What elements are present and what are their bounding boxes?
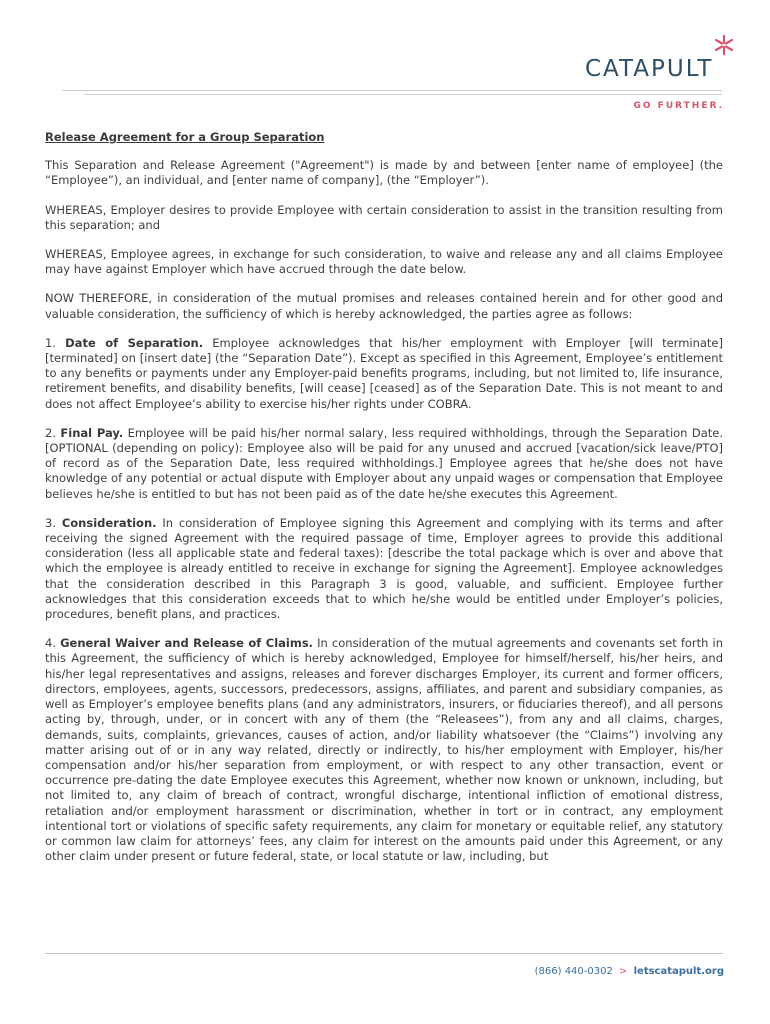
- page-header: [0, 0, 770, 120]
- document-title: Release Agreement for a Group Separation: [45, 130, 325, 144]
- brand-tagline: GO FURTHER.: [633, 101, 724, 111]
- section-number: 4.: [45, 636, 56, 651]
- section-body: In consideration of Employee signing this Agreement and complying with its terms and after receiving the signed Agreement with the required passage of time, Employer agrees to provide this additional consideration (less all applicable state and federal taxes): [describe the total package which is over and above that which the employee is already entitled to receive in exchange for signing the Agreement]. Employee acknowledges that the consideration described in this Paragraph 3 is good, valuable, and sufficient. Employee further acknowledges that this consideration exceeds that to which he/she would be entitled under Employer’s policies, procedures, benefit plans, and practices.: [45, 515, 724, 622]
- section-number: 3.: [45, 515, 56, 530]
- section-heading: Final Pay.: [60, 425, 124, 440]
- catapult-star-icon: [712, 33, 736, 57]
- brand-logo: CATAPULT: [585, 56, 714, 82]
- header-rule: [62, 90, 722, 91]
- section-4: [45, 636, 723, 864]
- section-heading: Date of Separation.: [65, 335, 204, 350]
- whereas-paragraph-2: WHEREAS, Employee agrees, in exchange for such consideration, to waive and release any and all claims Employee may have against Employer which have accrued through the date below.: [45, 247, 723, 277]
- section-number: 2.: [45, 425, 56, 440]
- footer-separator: >: [619, 966, 628, 977]
- section-body: In consideration of the mutual agreements and covenants set forth in this Agreement, the sufficiency of which is hereby acknowledged, Employee for himself/herself, his/her heirs, and his/her legal representatives and assigns, releases and forever discharges Employer, its current and former officers, directors, employees, agents, successors, predecessors, assigns, affiliates, and parent and subsidiary companies, as well as Employer’s employee benefits plans (and any administrators, insurers, or fiduciaries thereof), and all persons acting by, through, under, or in concert with any of them (the “Releasees”), from any and all claims, charges, demands, suits, complaints, grievances, causes of action, and/or liability whatsoever (the “Claims”) involving any matter arising out of or in any way related, directly or indirectly, to his/her employment with Employer, his/her compensation and/or his/her separation from employment, or with respect to any other transaction, event or occurrence pre-dating the date Employee executes this Agreement, whether now known or unknown, including, but not limited to, any claim of breach of contract, wrongful discharge, intentional infliction of emotional distress, retaliation and/or employment harassment or discrimination, whether in tort or in contract, any employment intentional tort or violations of specific safety requirements, any claim for monetary or equitable relief, any statutory or common law claim for attorneys’ fees, any claim for interest on the amounts paid under this Agreement, or any other claim under present or future federal, state, or local statute or law, including, but: [45, 636, 724, 864]
- section-heading: Consideration.: [61, 515, 157, 530]
- footer-phone: (866) 440-0302: [534, 966, 613, 977]
- section-2: [45, 426, 723, 502]
- page-footer: [440, 966, 724, 977]
- document-body: [45, 130, 723, 878]
- section-number: 1.: [45, 335, 56, 350]
- section-body: Employee acknowledges that his/her employment with Employer [will terminate] [terminated] on [insert date] (the “Separation Date”). Except as specified in this Agreement, Employee’s entitlement to any benefits or payments under any Employer-paid benefits programs, including, but not limited to, life insurance, retirement benefits, and disability benefits, [will cease] [ceased] as of the Separation Date. This is not meant to and does not affect Employee’s ability to exercise his/her rights under COBRA.: [45, 335, 723, 411]
- header-rule-secondary: [84, 94, 722, 95]
- intro-paragraph: This Separation and Release Agreement ("Agreement") is made by and between [enter name of employee] (the “Employee”), an individual, and [enter name of company], (the “Employer”).: [45, 158, 723, 188]
- footer-rule: [45, 953, 723, 954]
- footer-website-link[interactable]: letscatapult.org: [633, 966, 724, 977]
- section-body: Employee will be paid his/her normal salary, less required withholdings, through the Separation Date. [OPTIONAL (depending on policy): Employee also will be paid for any unused and accrued [vacation/sick leave/PTO] of record as of the Separation Date, less required withholdings.] Employee agrees that he/she does not have knowledge of any potential or actual dispute with Employer about any unpaid wages or compensation that Employee believes he/she is entitled to but has not been paid as of the date he/she executes this Agreement.: [45, 425, 724, 501]
- section-heading: General Waiver and Release of Claims.: [60, 636, 314, 651]
- section-3: [45, 516, 723, 622]
- section-1: [45, 336, 723, 412]
- now-therefore-paragraph: NOW THEREFORE, in consideration of the mutual promises and releases contained herein and for other good and valuable consideration, the sufficiency of which is hereby acknowledged, the parties agree as follows:: [45, 291, 723, 321]
- whereas-paragraph-1: WHEREAS, Employer desires to provide Employee with certain consideration to assist in the transition resulting from this separation; and: [45, 202, 723, 232]
